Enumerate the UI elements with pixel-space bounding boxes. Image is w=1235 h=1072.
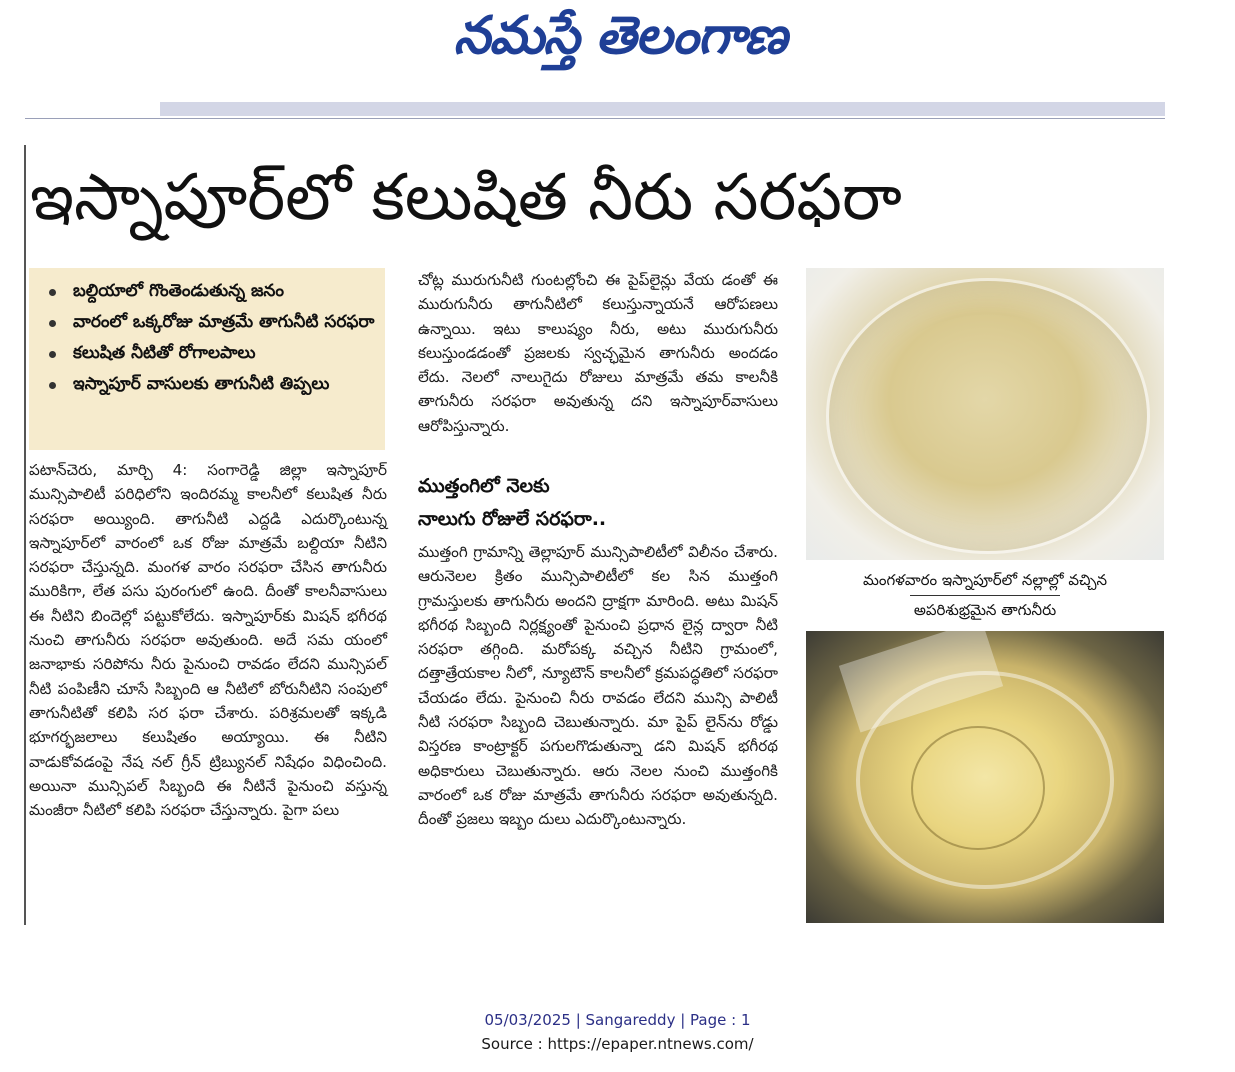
highlights-box <box>29 268 385 450</box>
section-subheading <box>418 470 778 536</box>
highlight-text: వారంలో ఒక్కరోజు మాత్రమే తాగునీటి సరఫరా <box>73 312 375 332</box>
page-footer <box>0 1008 1235 1056</box>
highlight-text: కలుషిత నీటితో రోగాలపాలు <box>73 343 256 363</box>
subheading-line: నాలుగు రోజులే సరఫరా.. <box>418 508 607 530</box>
highlights-list <box>29 268 385 400</box>
water-bowl-photo <box>806 268 1164 560</box>
caption-line: మంగళవారం ఇస్నాపూర్‌లో నల్లాల్లో వచ్చిన <box>862 571 1108 589</box>
body-paragraph: ముత్తంగి గ్రామాన్ని తెల్లాపూర్ మున్సిపాలిటీలో విలీనం చేశారు. ఆరునెలల క్రితం మున్సిపాలిటీలో కల సిన ముత్తంగి గ్రామస్తులకు తాగునీరు అందని ద్రాక్షగా మారింది. అటు మిషన్ భగీరథ సిబ్బంది నిర్లక్ష్యంతో పైనుంచి ప్రధాన లైన్ల ద్వారా నీటి సరఫరా తగ్గింది. మరోపక్క వచ్చిన నీటిని గ్రామంలో, దత్తాత్రేయకాల నీలో, న్యూటౌన్ కాలనీలో క్రమపద్ధతిలో సరఫరా చేయడం లేదు. పైనుంచి నీరు రావడం లేదని మున్సి పాలిటీ నీటి సరఫరా సిబ్బంది చెబుతున్నారు. మా పైప్ లైన్‌ను రోడ్డు విస్తరణ కాంట్రాక్టర్ పగులగొడుతున్నా డని మిషన్ భగీరథ అధికారులు చెబుతున్నారు. ఆరు నెలల నుంచి ముత్తంగికి వారంలో ఒక రోజు మాత్రమే తాగునీరు సరఫరా అవుతున్నది. దీంతో ప్రజలు ఇబ్బం దులు ఎదుర్కొంటున్నారు. <box>418 543 778 829</box>
bullet-icon <box>49 320 56 327</box>
bullet-icon <box>49 351 56 358</box>
bowl-rim <box>826 278 1150 554</box>
article-column-2-top <box>418 268 778 438</box>
subheading-line: ముత్తంగిలో నెలకు <box>418 475 550 497</box>
water-glass-photo <box>806 631 1164 923</box>
masthead-bar <box>160 102 1165 116</box>
article-frame-line <box>24 145 26 925</box>
glass-base <box>911 726 1045 850</box>
bullet-icon <box>49 289 56 296</box>
photo-caption <box>806 566 1164 625</box>
newspaper-logo: నమస్తే తెలంగాణ <box>453 6 787 66</box>
highlight-text: బల్దియాలో గొంతెండుతున్న జనం <box>73 281 284 301</box>
article-column-2-bottom <box>418 540 778 832</box>
highlight-item <box>29 276 385 307</box>
highlight-text: ఇస్నాపూర్ వాసులకు తాగునీటి తిప్పలు <box>73 374 330 394</box>
footer-source: Source : https://epaper.ntnews.com/ <box>481 1035 754 1053</box>
article-column-1 <box>29 458 387 822</box>
article-headline: ఇస్నాపూర్‌లో కలుషిత నీరు సరఫరా <box>30 161 902 235</box>
highlight-item <box>29 369 385 400</box>
bullet-icon <box>49 382 56 389</box>
body-paragraph: చోట్ల మురుగునీటి గుంటల్లోంచి ఈ పైప్‌లైన్లు వేయ డంతో ఈ మురుగునీరు తాగునీటిలో కలుస్తున్నాయనే ఆరోపణలు ఉన్నాయి. ఇటు కాలుష్యం నీరు, అటు మురుగునీరు కలుస్తుండడంతో ప్రజలకు స్వచ్ఛమైన తాగునీరు అందడం లేదు. నెలలో నాలుగైదు రోజులు మాత్రమే తమ కాలనీకి తాగునీరు సరఫరా అవుతున్న దని ఇస్నాపూర్‌వాసులు ఆరోపిస్తున్నారు. <box>418 271 778 435</box>
highlight-item <box>29 307 385 338</box>
caption-line: అపరిశుభ్రమైన తాగునీరు <box>910 595 1060 625</box>
highlight-item <box>29 338 385 369</box>
masthead <box>0 0 1235 110</box>
masthead-divider <box>25 118 1165 119</box>
footer-dateline: 05/03/2025 | Sangareddy | Page : 1 <box>484 1011 751 1029</box>
body-paragraph: పటాన్‌చెరు, మార్చి 4: సంగారెడ్డి జిల్లా ఇస్నాపూర్ మున్సిపాలిటీ పరిధిలోని ఇందిరమ్మ కాలనీలో కలుషిత నీరు సరఫరా అయ్యింది. తాగునీటి ఎద్దడి ఎదుర్కొంటున్న ఇస్నాపూర్‌లో వారంలో ఒక రోజు మాత్రమే బల్దియా నీటిని సరఫరా చేస్తున్నది. మంగళ వారం సరఫరా చేసిన తాగునీరు మురికిగా, లేత పసు పురంగులో ఉంది. దీంతో కాలనీవాసులు ఈ నీటిని బిందెల్లో పట్టుకోలేదు. ఇస్నాపూర్‌కు మిషన్ భగీరథ నుంచి తాగునీరు సరఫరా అవుతుంది. అదే సమ యంలో జనాభాకు సరిపోను నీరు పైనుంచి రావడం లేదని మున్సిపల్ నీటి పంపిణీని చూసే సిబ్బంది ఆ నీటిలో బోరునీటిని సంపులో తాగునీటితో కలిపి సర ఫరా చేశారు. పరిశ్రమలతో ఇక్కడి భూగర్భజలాలు కలుషితం అయ్యాయి. ఈ నీటిని వాడుకోవడంపై నేష నల్ గ్రీన్ ట్రిబ్యునల్ నిషేధం విధించింది. అయినా మున్సిపల్ సిబ్బంది ఈ నీటినే పైనుంచి వస్తున్న మంజీరా నీటిలో కలిపి సరఫరా చేస్తున్నారు. పైగా పలు <box>29 461 387 820</box>
